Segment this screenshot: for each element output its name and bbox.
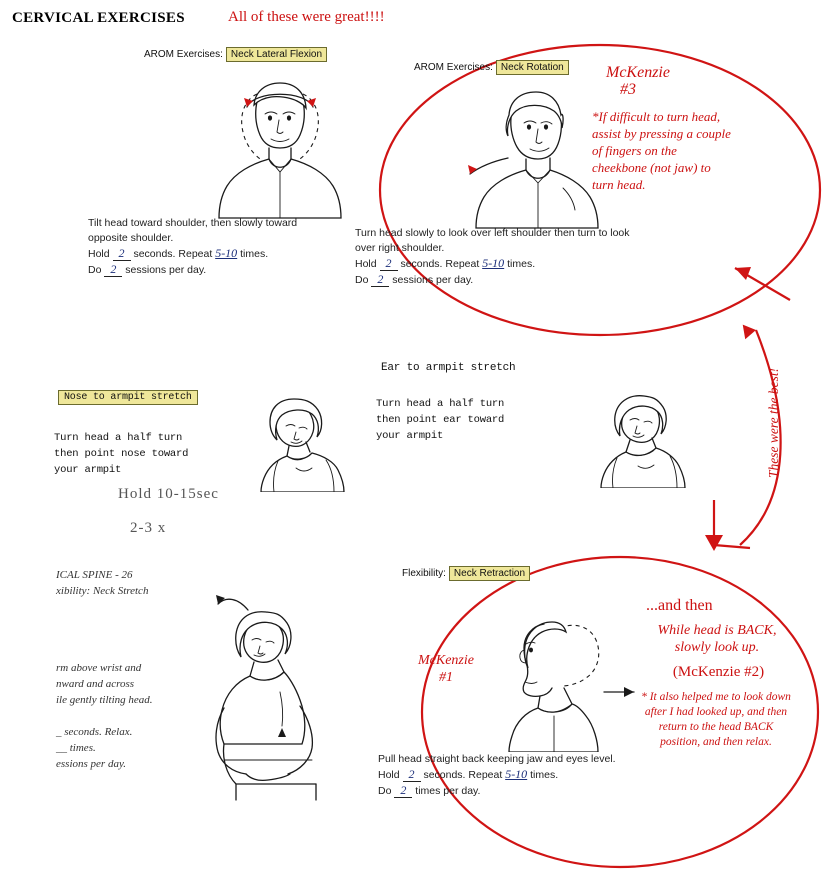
ns-line-2: nward and across [56, 678, 135, 690]
mckenzie1-line1: McKenzie [418, 653, 474, 668]
annotation-while-head-back [632, 622, 802, 656]
section-label-ear-to-armpit [381, 357, 515, 376]
lf-hold-label: Hold [88, 248, 110, 260]
figure-nose-to-armpit [248, 382, 358, 492]
section-label-lateral-flexion [144, 48, 327, 60]
nr-do-value: 2 [394, 783, 412, 798]
lf-times-label: times. [240, 248, 269, 260]
nr-seconds-label: seconds. Repeat [423, 769, 503, 781]
rot-line-2: over right shoulder. [355, 242, 445, 254]
nr-do-label: Do [378, 785, 392, 797]
pencil-note-reps: 2-3 x [130, 520, 167, 536]
label-neck-lateral-flexion: Neck Lateral Flexion [226, 47, 327, 62]
page-title: CERVICAL EXERCISES [12, 10, 185, 26]
nta-line-2: then point nose toward [54, 448, 189, 460]
annotation-and-then: ...and then [646, 597, 713, 614]
instructions-neck-retraction [378, 752, 658, 799]
rot-do-value: 2 [371, 272, 389, 287]
nr-times-label: times. [530, 769, 559, 781]
rot-hold-label: Hold [355, 258, 377, 270]
nr-hold-value: 2 [403, 767, 421, 782]
nr-line-1: Pull head straight back keeping jaw and eyes level. [378, 753, 616, 765]
rot-line-1: Turn head slowly to look over left shoulder then turn to look [355, 227, 630, 239]
section-label-neck-rotation [414, 61, 569, 73]
header-annotation: All of these were great!!!! [228, 9, 385, 25]
nta-line-1: Turn head a half turn [54, 432, 183, 444]
section-label-neck-stretch: xibility: Neck Stretch [56, 585, 149, 597]
eta-line-1: Turn head a half turn [376, 398, 505, 410]
annotation-mckenzie-3-note: *If difficult to turn head, assist by pressing a couple of fingers on the cheekbone (not jaw) to turn head. [592, 109, 731, 192]
annotation-these-were-the-best: These were the best! [766, 367, 781, 478]
rot-hold-value: 2 [380, 256, 398, 271]
ns-line-3: ile gently tilting head. [56, 694, 153, 706]
instructions-neck-rotation [355, 226, 655, 288]
lf-line-2: opposite shoulder. [88, 232, 174, 244]
rot-times-label: times. [507, 258, 536, 270]
instructions-ear-to-armpit [376, 396, 576, 444]
label-ear-to-armpit: Ear to armpit stretch [381, 362, 516, 374]
section-label-neck-retraction [402, 567, 530, 579]
mckenzie1-line2: #1 [439, 670, 453, 685]
nr-hold-label: Hold [378, 769, 400, 781]
lf-hold-value: 2 [113, 246, 131, 261]
ns-line-4: _ seconds. Relax. [56, 726, 133, 738]
whb-line1: While head is BACK, [657, 623, 777, 638]
figure-neck-retraction [480, 592, 650, 752]
section-label-nose-to-armpit [58, 386, 198, 404]
rot-sessions-label: sessions per day. [392, 274, 474, 286]
eta-line-2: then point ear toward [376, 414, 505, 426]
whb-line2: slowly look up. [674, 640, 760, 655]
annotation-mckenzie-3-title [606, 64, 670, 98]
label-prefix-arom: AROM Exercises: [144, 49, 223, 60]
label-neck-rotation: Neck Rotation [496, 60, 569, 75]
label-neck-retraction: Neck Retraction [449, 566, 530, 581]
rot-seconds-label: seconds. Repeat [400, 258, 480, 270]
nr-repeat-value: 5-10 [505, 767, 528, 781]
lf-do-value: 2 [104, 262, 122, 277]
rot-do-label: Do [355, 274, 369, 286]
instructions-neck-stretch [56, 660, 216, 772]
figure-neck-stretch-seated [196, 588, 356, 803]
annotation-helped-note: * It also helped me to look down after I had looked up, and then return to the head BACK position, and then relax. [641, 691, 791, 748]
nta-line-3: your armpit [54, 464, 122, 476]
label-prefix-flexibility: Flexibility: [402, 568, 446, 579]
instructions-nose-to-armpit [54, 430, 254, 478]
lf-seconds-label: seconds. Repeat [133, 248, 213, 260]
eta-line-3: your armpit [376, 430, 444, 442]
lf-do-label: Do [88, 264, 102, 276]
nr-times-per-day-label: times per day. [415, 785, 481, 797]
ns-line-5: __ times. [56, 742, 96, 754]
mckenzie3-line2: #3 [620, 81, 636, 98]
ns-line-6: essions per day. [56, 758, 126, 770]
annotation-mckenzie-2: (McKenzie #2) [672, 664, 765, 680]
lf-line-1: Tilt head toward shoulder, then slowly toward [88, 217, 298, 229]
pencil-note-hold: Hold 10-15sec [118, 486, 219, 502]
instructions-lateral-flexion [88, 216, 338, 278]
lf-sessions-label: sessions per day. [125, 264, 207, 276]
label-nose-to-armpit: Nose to armpit stretch [58, 390, 198, 405]
label-prefix-arom-rotation: AROM Exercises: [414, 62, 493, 73]
lf-repeat-value: 5-10 [215, 246, 238, 260]
annotation-mckenzie-1 [406, 652, 486, 686]
figure-lateral-flexion [185, 60, 375, 220]
page-reference-neck-stretch: ICAL SPINE - 26 [56, 569, 133, 581]
rot-repeat-value: 5-10 [482, 256, 505, 270]
ns-line-1: rm above wrist and [56, 662, 142, 674]
mckenzie3-line1: McKenzie [606, 64, 670, 81]
figure-ear-to-armpit [590, 378, 700, 488]
